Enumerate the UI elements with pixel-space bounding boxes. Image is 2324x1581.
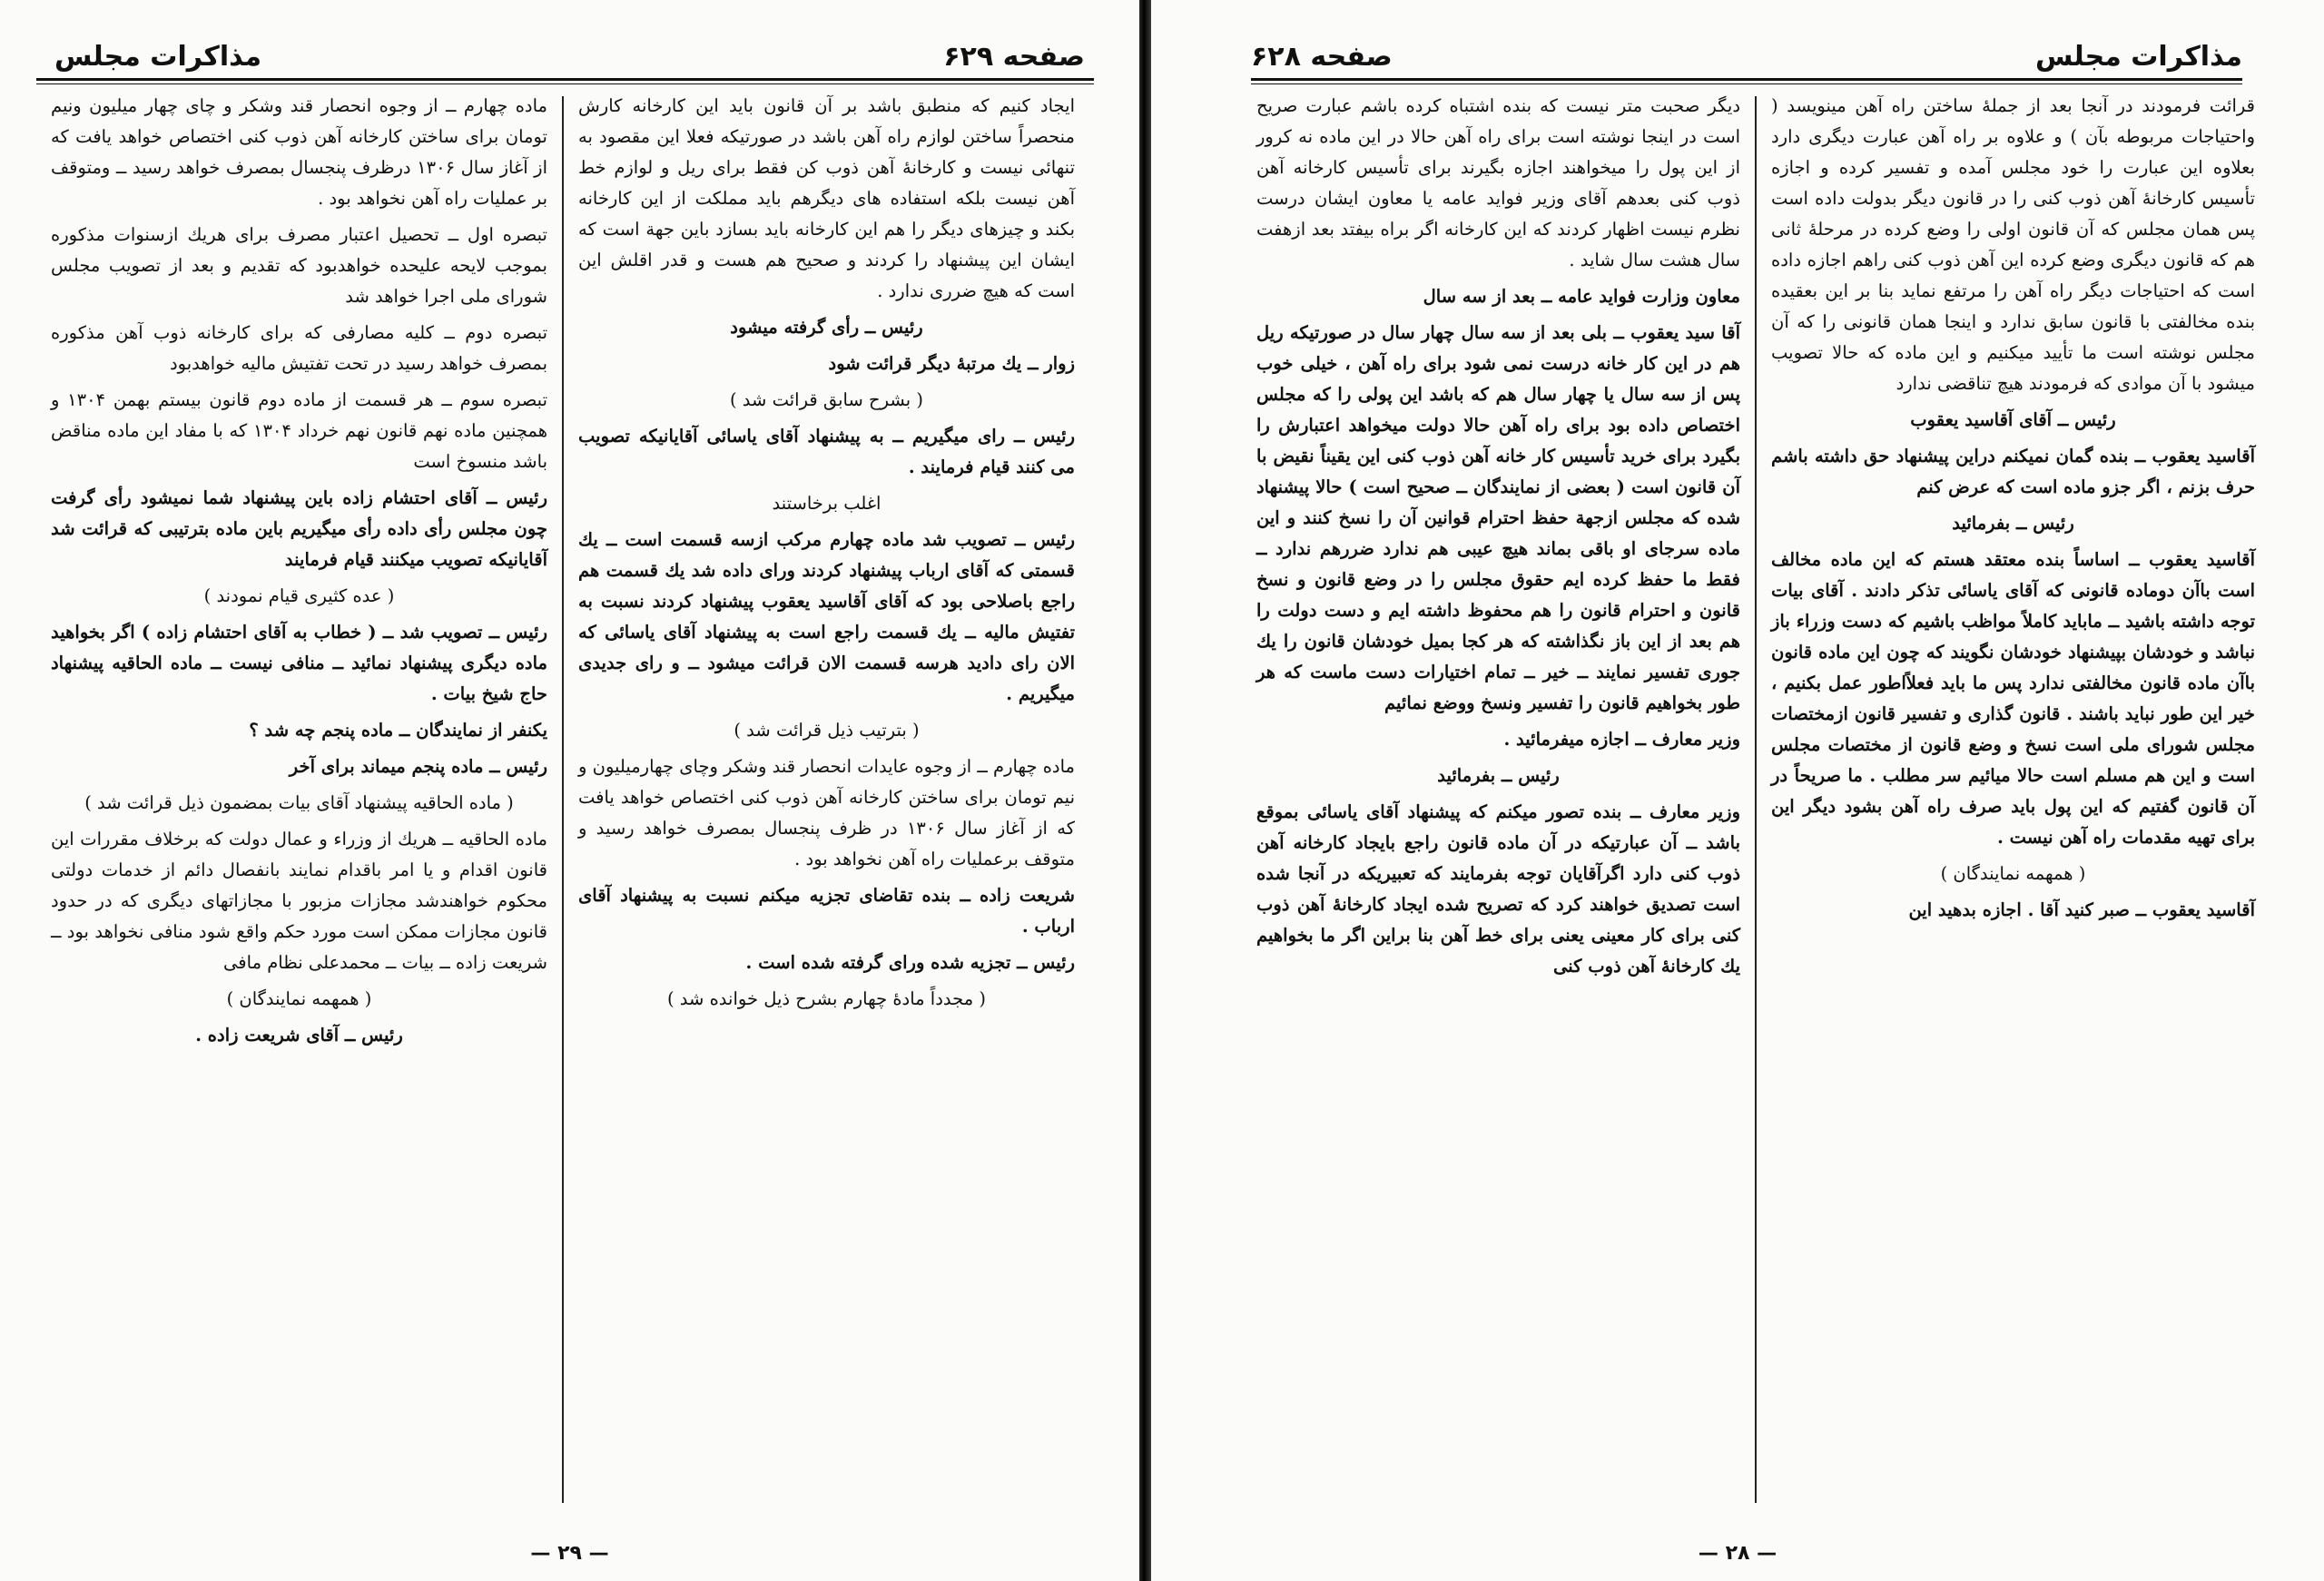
paragraph: رئیس ــ بفرمائید (1952, 513, 2074, 534)
left-column-divider (562, 96, 564, 1503)
paragraph: رئیس ــ تصویب شد ــ ( خطاب به آقای احتشام زاده ) اگر بخواهید ماده دیگری پیشنهاد نمائید ــ منافی نیست ــ ماده الحاقیه پیشنهاد حاج شیخ بیات . (51, 622, 548, 704)
paragraph: آقاسید یعقوب ــ بنده گمان نمیکنم دراین پیشنهاد حق داشته باشم حرف بزنم ، اگر جزو ماده است که عرض کنم (1771, 446, 2255, 497)
book-gutter (1139, 0, 1151, 1581)
paragraph: تبصره اول ــ تحصیل اعتبار مصرف برای هریك ازسنوات مذکوره بموجب لایحه علیحده خواهدبود که تقدیم و بعد از تصویب مجلس شورای ملی اجرا خواهد شد (51, 224, 547, 307)
right-folio: — ۲۸ — (1698, 1542, 1777, 1565)
paragraph: ایجاد کنیم که منطبق باشد بر آن قانون باید این کارخانه کارش منحصراً ساختن لوازم راه آهن باشد در صورتیکه فعلا این مقصود به تنهائی نیست و کارخانهٔ آهن ذوب کن فقط برای ریل و لوازم خط آهن نیست بلکه استفاده های دیگرهم باید مملکت از این کارخانه بکند و چیزهای دیگر را هم این کارخانه باید بسازد باین جهة است که ایشان این پیشنهاد را کردند و صحیح هم هست و قدر اقلش این است که هیچ ضرری ندارد . (578, 95, 1075, 301)
paragraph: دیگر صحبت متر نیست که بنده اشتباه کرده باشم عبارت صریح است در اینجا نوشته است برای راه آهن حالا در این ماده نه کرور از این پول را میخواهند اجازه بگیرند برای تأسیس کارخانه آهن ذوب کنی بعدهم آقای وزیر فواید عامه یا معاون ایشان درست نظرم نیست اظهار کردند که این کارخانه اگر براه بیفتد بعد ازهفت سال هشت سال شاید . (1256, 95, 1740, 270)
paragraph: زوار ــ یك مرتبهٔ دیگر قرائت شود (828, 353, 1075, 374)
paragraph: آقاسید یعقوب ــ صبر کنید آقا . اجازه بدهید این (1908, 899, 2255, 920)
paragraph: ( بترتیب ذیل قرائت شد ) (734, 720, 920, 741)
paragraph: رئیس ــ آقای آقاسید یعقوب (1910, 409, 2116, 430)
left-column-right (564, 91, 1089, 1508)
paragraph: رئیس ــ بفرمائید (1437, 765, 1560, 786)
paragraph: ماده چهارم ــ از وجوه انحصار قند وشکر و چای چهار میلیون ونیم تومان برای ساختن کارخانه آهن ذوب کنی اختصاص خواهد یافت که از آغاز سال ۱۳۰۶ درظرف پنجسال بمصرف خواهد رسید ــ ومتوقف بر عملیات راه آهن نخواهد بود . (51, 95, 547, 209)
right-page-header (1251, 34, 2242, 73)
left-folio: — ۲۹ — (530, 1542, 609, 1565)
paragraph: رئیس ــ رای میگیریم ــ به پیشنهاد آقای یاسائی آقایانیکه تصویب می کنند قیام فرمایند . (578, 426, 1075, 477)
paragraph: شریعت زاده ــ بنده تقاضای تجزیه میکنم نسبت به پیشنهاد آقای ارباب . (578, 885, 1075, 937)
paragraph: ( بشرح سابق قرائت شد ) (730, 389, 923, 410)
paragraph: اغلب برخاستند (772, 493, 881, 514)
right-header-rule (1251, 78, 2242, 84)
paragraph: معاون وزارت فواید عامه ــ بعد از سه سال (1423, 286, 1740, 307)
right-running-title: مذاکرات مجلس (2034, 41, 2242, 73)
paragraph: قرائت فرمودند در آنجا بعد از جملهٔ ساختن راه آهن مینویسد ( واحتیاجات مربوطه بآن ) و علاوه بر راه آهن عبارت دیگری دارد بعلاوه این عبارت را خود مجلس آمده و تفسیر کرده و اجازه تأسیس کارخانهٔ آهن ذوب کنی را در قانون دیگر بدولت داده است پس همان مجلس که آن قانون اولی را وضع کرده در مرحلهٔ ثانی هم که قانون دیگری وضع کرده این آهن ذوب کنی راهم اجازه داده است که احتیاجات دیگر راه آهن را مرتفع نماید بنا بر این بعقیده بنده مخالفتی با قانون سابق ندارد و اینجا همان قانونی را که آن مجلس نوشته است ما تأیید میکنیم و این ماده که حالا تصویب میشود با آن موادی که فرمودند هیچ تناقضی ندارد (1771, 95, 2255, 394)
paragraph: رئیس ــ ماده پنجم میماند برای آخر (289, 756, 547, 777)
paragraph: آقاسید یعقوب ــ اساساً بنده معتقد هستم که این ماده مخالف است باآن دوماده قانونی که آقای یاسائی تذکر دادند . آقای بیات توجه داشته باشید ــ ماباید کاملاً مواظب باشیم که دست وزراء باز نباشد و خودشان بپیشنهاد خودشان نگویند که چون این ماده قانون باآن ماده قانون مخالفتی ندارد پس ما باید فعلاًاطور عمل بکنیم ، خیر این طور نباید باشند . قانون گذاری و تفسیر قانون ازمختصات مجلس شورای ملی است نسخ و وضع قانون از مختصات مجلس است و این هم مسلم است حالا میائیم سر مطلب . ما صریحاً در آن قانون گفتیم که این پول باید صرف راه آهن بشود دیگر این برای تهیه مقدمات راه آهن نیست . (1771, 549, 2255, 848)
paragraph: ماده چهارم ــ از وجوه عایدات انحصار قند وشکر وچای چهارمیلیون و نیم تومان برای ساختن کارخانه آهن ذوب کنی اختصاص خواهد یافت که از آغاز سال ۱۳۰۶ در ظرف پنجسال بمصرف خواهد رسید و متوقف برعملیات راه آهن نخواهد بود . (578, 756, 1075, 869)
left-header-rule (36, 78, 1094, 84)
paragraph: رئیس ــ رأی گرفته میشود (730, 317, 923, 338)
paragraph: رئیس ــ آقای احتشام زاده باین پیشنهاد شما نمیشود رأی گرفت چون مجلس رأی داده رأی میگیریم باین ماده بترتیبی که قرائت شد آقایانیکه تصویب میکنند قیام فرمایند (51, 487, 547, 570)
paragraph: وزیر معارف ــ بنده تصور میکنم که پیشنهاد آقای یاسائی بموقع باشد ــ آن عبارتیکه در آن ماده قانون راجع بایجاد کارخانه آهن ذوب کنی دارد اگرآقایان توجه بفرمایند که تعبیریکه در آنجا شده است تصدیق خواهند کرد که تصریح شده ایجاد کارخانهٔ آهن ذوب کنی برای کار معینی یعنی برای خط آهن بنا براین اگر ما بخواهیم یك کارخانهٔ آهن ذوب کنی (1256, 801, 1740, 977)
paragraph: ( مجدداً مادهٔ چهارم بشرح ذیل خوانده شد ) (667, 988, 986, 1009)
left-running-title: مذاکرات مجلس (54, 41, 262, 73)
right-columns (1242, 91, 2270, 1508)
paragraph: وزیر معارف ــ اجازه میفرمائید . (1503, 729, 1740, 750)
right-column-left (1242, 91, 1755, 1508)
paragraph: ( عده کثیری قیام نمودند ) (203, 585, 395, 606)
paragraph: ( همهمه نمایندگان ) (226, 988, 372, 1009)
paragraph: یکنفر از نمایندگان ــ ماده پنجم چه شد ؟ (249, 720, 547, 741)
paragraph: تبصره دوم ــ کلیه مصارفی که برای کارخانه ذوب آهن مذکوره بمصرف خواهد رسید در تحت تفتیش مالیه خواهدبود (51, 322, 547, 374)
paragraph: رئیس ــ تصویب شد ماده چهارم مرکب ازسه قسمت است ــ یك قسمتی که آقای ارباب پیشنهاد کردند ورای داده شد یك قسمت هم راجع باصلاحی بود که آقای آقاسید یعقوب پیشنهاد کردند نسبت به تفتیش مالیه ــ یك قسمت راجع است به پیشنهاد آقای یاسائی که الان رای دادید هرسه قسمت الان قرائت میشود ــ و رای جدیدی میگیریم . (578, 529, 1075, 704)
paragraph: رئیس ــ تجزیه شده ورای گرفته شده است . (745, 952, 1075, 973)
right-column-right (1757, 91, 2270, 1508)
paragraph: تبصره سوم ــ هر قسمت از ماده دوم قانون بیستم بهمن ۱۳۰۴ و همچنین ماده نهم قانون نهم خرداد ۱۳۰۴ که با مفاد این ماده مناقض باشد منسوخ است (51, 389, 547, 472)
left-columns (36, 91, 1089, 1508)
right-column-divider (1755, 96, 1757, 1503)
left-column-left (36, 91, 562, 1508)
left-page-label: صفحه ۶۲۹ (943, 41, 1085, 73)
paragraph: ماده الحاقیه ــ هریك از وزراء و عمال دولت که برخلاف مقررات این قانون اقدام و یا امر باقدام نمایند بانفصال دائم از خدمات دولتی محکوم خواهندشد مجازات مزبور با مجازاتهای دیگری که در حدود قانون مجازات ممکن است مورد حکم واقع شود منافی نخواهد بود ــ شریعت زاده ــ بیات ــ محمدعلی نظام مافی (51, 829, 547, 973)
paragraph: ( ماده الحاقیه پیشنهاد آقای بیات بمضمون ذیل قرائت شد ) (84, 792, 514, 813)
right-page (1151, 0, 2324, 1581)
paragraph: ( همهمه نمایندگان ) (1940, 863, 2086, 884)
paragraph: آقا سید یعقوب ــ بلی بعد از سه سال چهار سال در صورتیکه ریل هم در این کار خانه درست نمی شود برای راه آهن ، خیلی خوب پس از سه سال یا چهار سال هم که باشد این پولی را که مجلس اختصاص داده بود برای راه آهن حالا دولت میخواهد اعتبارش را بگیرد برای خرید تأسیس کار خانه آهن ذوب کنی این یقیناً نقیض با آن قانون است ( بعضی از نمایندگان ــ صحیح است ) حالا پیشنهاد شده که مجلس ازجهة حفظ احترام قوانین آن را نسخ کنند و این ماده سرجای او باقی بماند هیچ عیبی هم ندارد ضررهم ندارد ــ فقط ما حفظ کرده ایم حقوق مجلس را در وضع قانون و نسخ قانون و احترام قانون را هم محفوظ داشته ایم و دست دولت را هم بعد از این باز نگذاشته که هر کجا بمیل خودشان قانون را یك جوری تفسیر نمایند ــ خیر ــ تمام اختیارات دست ماست که هر طور بخواهیم قانون را تفسیر ونسخ ووضع نمائیم (1256, 322, 1740, 713)
left-page-header (54, 34, 1085, 73)
left-page (0, 0, 1139, 1581)
right-page-label: صفحه ۶۲۸ (1251, 41, 1393, 73)
paragraph: رئیس ــ آقای شریعت زاده . (195, 1025, 403, 1046)
